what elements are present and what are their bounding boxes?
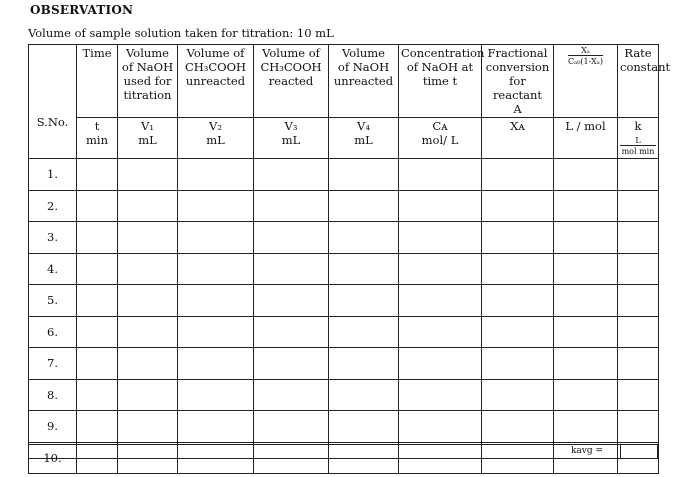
table-cell [77,190,118,222]
header-acid-reacted: Volume of CH₃COOH reacted [254,45,329,118]
row-number: 1. [29,159,77,191]
header-fractional-conversion: Fractional conversion for reactant A [482,45,554,118]
row-number: 4. [29,253,77,285]
table-cell [118,379,178,411]
table-cell [118,159,178,191]
table-cell [77,348,118,380]
table-cell [618,222,659,254]
table-cell [618,159,659,191]
row-number: 8. [29,379,77,411]
table-cell [254,190,329,222]
table-cell [329,159,399,191]
table-cell [482,411,554,443]
unit-v4: V₄ mL [329,118,399,159]
sample-volume-note: Volume of sample solution taken for titration: 10 mL [28,26,334,40]
table-cell [254,159,329,191]
table-cell [618,316,659,348]
table-cell [399,159,482,191]
kavg-label: kavg = [553,444,621,459]
table-cell [329,316,399,348]
table-cell [554,159,618,191]
table-cell [482,222,554,254]
table-cell [482,253,554,285]
unit-ca: Cᴀ mol/ L [399,118,482,159]
page-title: OBSERVATION [30,3,134,17]
table-cell [554,222,618,254]
units-row [29,118,659,159]
table-cell [329,253,399,285]
table-cell [178,190,254,222]
table-cell [618,190,659,222]
header-acid-unreacted: Volume of CH₃COOH unreacted [178,45,254,118]
row-number: 2. [29,190,77,222]
table-cell [77,159,118,191]
unit-time: t min [77,118,118,159]
table-cell [482,159,554,191]
table-cell [329,379,399,411]
table-cell [178,222,254,254]
table-cell [178,316,254,348]
table-cell [399,253,482,285]
table-cell [399,222,482,254]
unit-v1: V₁ mL [118,118,178,159]
table-row [29,411,659,443]
unit-k: k L mol min [618,118,659,159]
table-cell [399,285,482,317]
table-row [29,285,659,317]
row-number: 5. [29,285,77,317]
table-cell [399,379,482,411]
table-cell [399,190,482,222]
table-cell [254,316,329,348]
table-cell [118,190,178,222]
unit-xa: Xᴀ [482,118,554,159]
header-rate-constant: Rate constant [618,45,659,118]
table-cell [399,348,482,380]
table-cell [118,253,178,285]
table-cell [118,348,178,380]
table-row [29,159,659,191]
table-row [29,190,659,222]
table-cell [178,411,254,443]
unit-v2: V₂ mL [178,118,254,159]
table-row [29,348,659,380]
table-cell [554,253,618,285]
sno-header: S.No. [29,45,77,159]
table-cell [77,253,118,285]
table-cell [178,285,254,317]
table-cell [77,379,118,411]
table-cell [482,379,554,411]
table-cell [554,285,618,317]
table-cell [482,285,554,317]
table-cell [178,253,254,285]
table-cell [178,348,254,380]
table-row [29,253,659,285]
table-row [29,316,659,348]
row-number: 6. [29,316,77,348]
header-naoh-used: Volume of NaOH used for titration [118,45,178,118]
table-cell [118,222,178,254]
table-cell [329,348,399,380]
table-cell [618,379,659,411]
table-cell [554,379,618,411]
table-cell [618,253,659,285]
table-cell [329,190,399,222]
table-cell [118,316,178,348]
table-cell [77,316,118,348]
table-cell [482,190,554,222]
table-cell [554,316,618,348]
row-number: 9. [29,411,77,443]
table-cell [254,411,329,443]
table-cell [77,411,118,443]
row-number: 10. [29,442,77,474]
table-cell [178,159,254,191]
table-cell [254,348,329,380]
table-cell [329,222,399,254]
table-cell [482,316,554,348]
table-cell [254,253,329,285]
row-number: 7. [29,348,77,380]
observation-table [28,44,671,474]
table-cell [77,222,118,254]
header-naoh-unreacted: Volume of NaOH unreacted [329,45,399,118]
unit-ratio: L / mol [554,118,618,159]
table-cell [399,411,482,443]
table-cell [254,379,329,411]
table-cell [254,222,329,254]
header-conversion-ratio: $\frac{\text{Xₐ}}{\text{Cₐ₀(1-Xₐ)}}$ [554,45,618,118]
table-cell [554,411,618,443]
table-cell [618,348,659,380]
header-concentration: Concentration of NaOH at time t [399,45,482,118]
table-cell [118,285,178,317]
table-row [29,379,659,411]
table-cell [77,285,118,317]
table-cell [618,411,659,443]
table-cell [554,190,618,222]
table-cell [399,316,482,348]
table-cell [482,348,554,380]
table-cell [118,411,178,443]
header-time: Time [77,45,118,118]
header-row [29,45,659,118]
table-cell [329,285,399,317]
table-cell [618,285,659,317]
table-cell [329,411,399,443]
table-row [29,222,659,254]
row-number: 3. [29,222,77,254]
unit-v3: V₃ mL [254,118,329,159]
table-cell [178,379,254,411]
table-cell [554,348,618,380]
table-cell [254,285,329,317]
